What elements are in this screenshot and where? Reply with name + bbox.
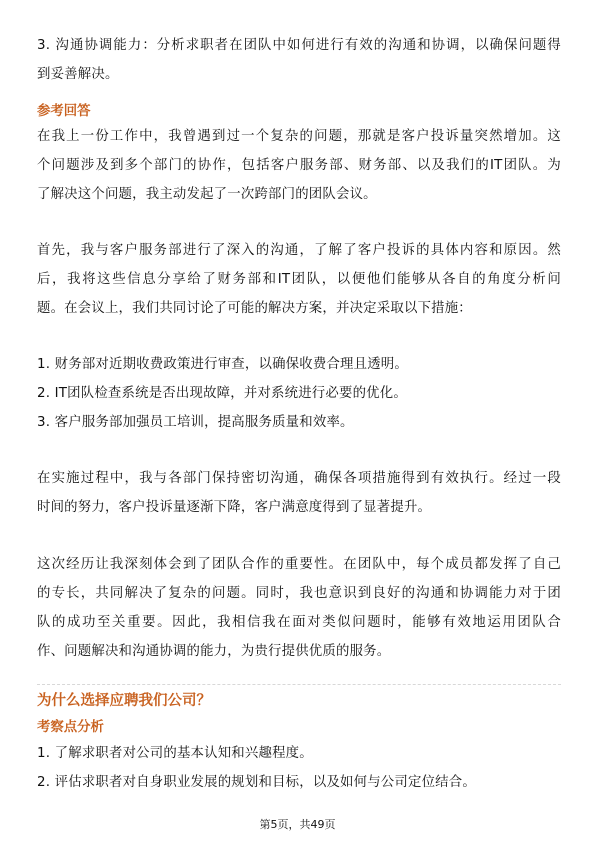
answer-paragraph-line: 个问题涉及到多个部门的协作，包括客户服务部、财务部、以及我们的IT团队。为: [37, 158, 561, 173]
answer-paragraph-line: 了解决这个问题，我主动发起了一次跨部门的团队会议。: [37, 187, 377, 202]
answer-paragraph-line: 队的成功至关重要。因此，我相信我在面对类似问题时，能够有效地运用团队合: [37, 615, 561, 630]
answer-paragraph-line: 时间的努力，客户投诉量逐渐下降，客户满意度得到了显著提升。: [37, 500, 432, 515]
answer-paragraph-line: 作、问题解决和沟通协调的能力，为贵行提供优质的服务。: [37, 644, 391, 659]
analysis-point: 2. 评估求职者对自身职业发展的规划和目标，以及如何与公司定位结合。: [37, 775, 476, 790]
answer-paragraph-line: 在我上一份工作中，我曾遇到过一个复杂的问题，那就是客户投诉量突然增加。这: [37, 129, 561, 144]
measure-list-item: 3. 客户服务部加强员工培训，提高服务质量和效率。: [37, 415, 354, 430]
answer-paragraph-line: 在实施过程中，我与各部门保持密切沟通，确保各项措施得到有效执行。经过一段: [37, 471, 561, 486]
answer-paragraph-line: 这次经历让我深刻体会到了团队合作的重要性。在团队中，每个成员都发挥了自己: [37, 557, 561, 572]
measure-list-item: 1. 财务部对近期收费政策进行审查，以确保收费合理且透明。: [37, 357, 408, 372]
intro-item-line: 到妥善解决。: [37, 67, 119, 82]
analysis-point: 1. 了解求职者对公司的基本认知和兴趣程度。: [37, 746, 313, 761]
reference-answer-heading: 参考回答: [37, 104, 91, 119]
section-divider: [37, 684, 561, 685]
question-heading: 为什么选择应聘我们公司？: [37, 693, 211, 709]
page-number: 第5页，共49页: [259, 818, 336, 831]
answer-paragraph-line: 后，我将这些信息分享给了财务部和IT团队，以便他们能够从各自的角度分析问: [37, 272, 561, 287]
answer-paragraph-line: 首先，我与客户服务部进行了深入的沟通，了解了客户投诉的具体内容和原因。然: [37, 243, 561, 258]
answer-paragraph-line: 题。在会议上，我们共同讨论了可能的解决方案，并决定采取以下措施：: [37, 301, 472, 316]
analysis-subheading: 考察点分析: [37, 720, 104, 735]
intro-item-line: 3. 沟通协调能力：分析求职者在团队中如何进行有效的沟通和协调，以确保问题得: [37, 38, 561, 53]
answer-paragraph-line: 的专长，共同解决了复杂的问题。同时，我也意识到良好的沟通和协调能力对于团: [37, 586, 561, 601]
measure-list-item: 2. IT团队检查系统是否出现故障，并对系统进行必要的优化。: [37, 386, 407, 401]
